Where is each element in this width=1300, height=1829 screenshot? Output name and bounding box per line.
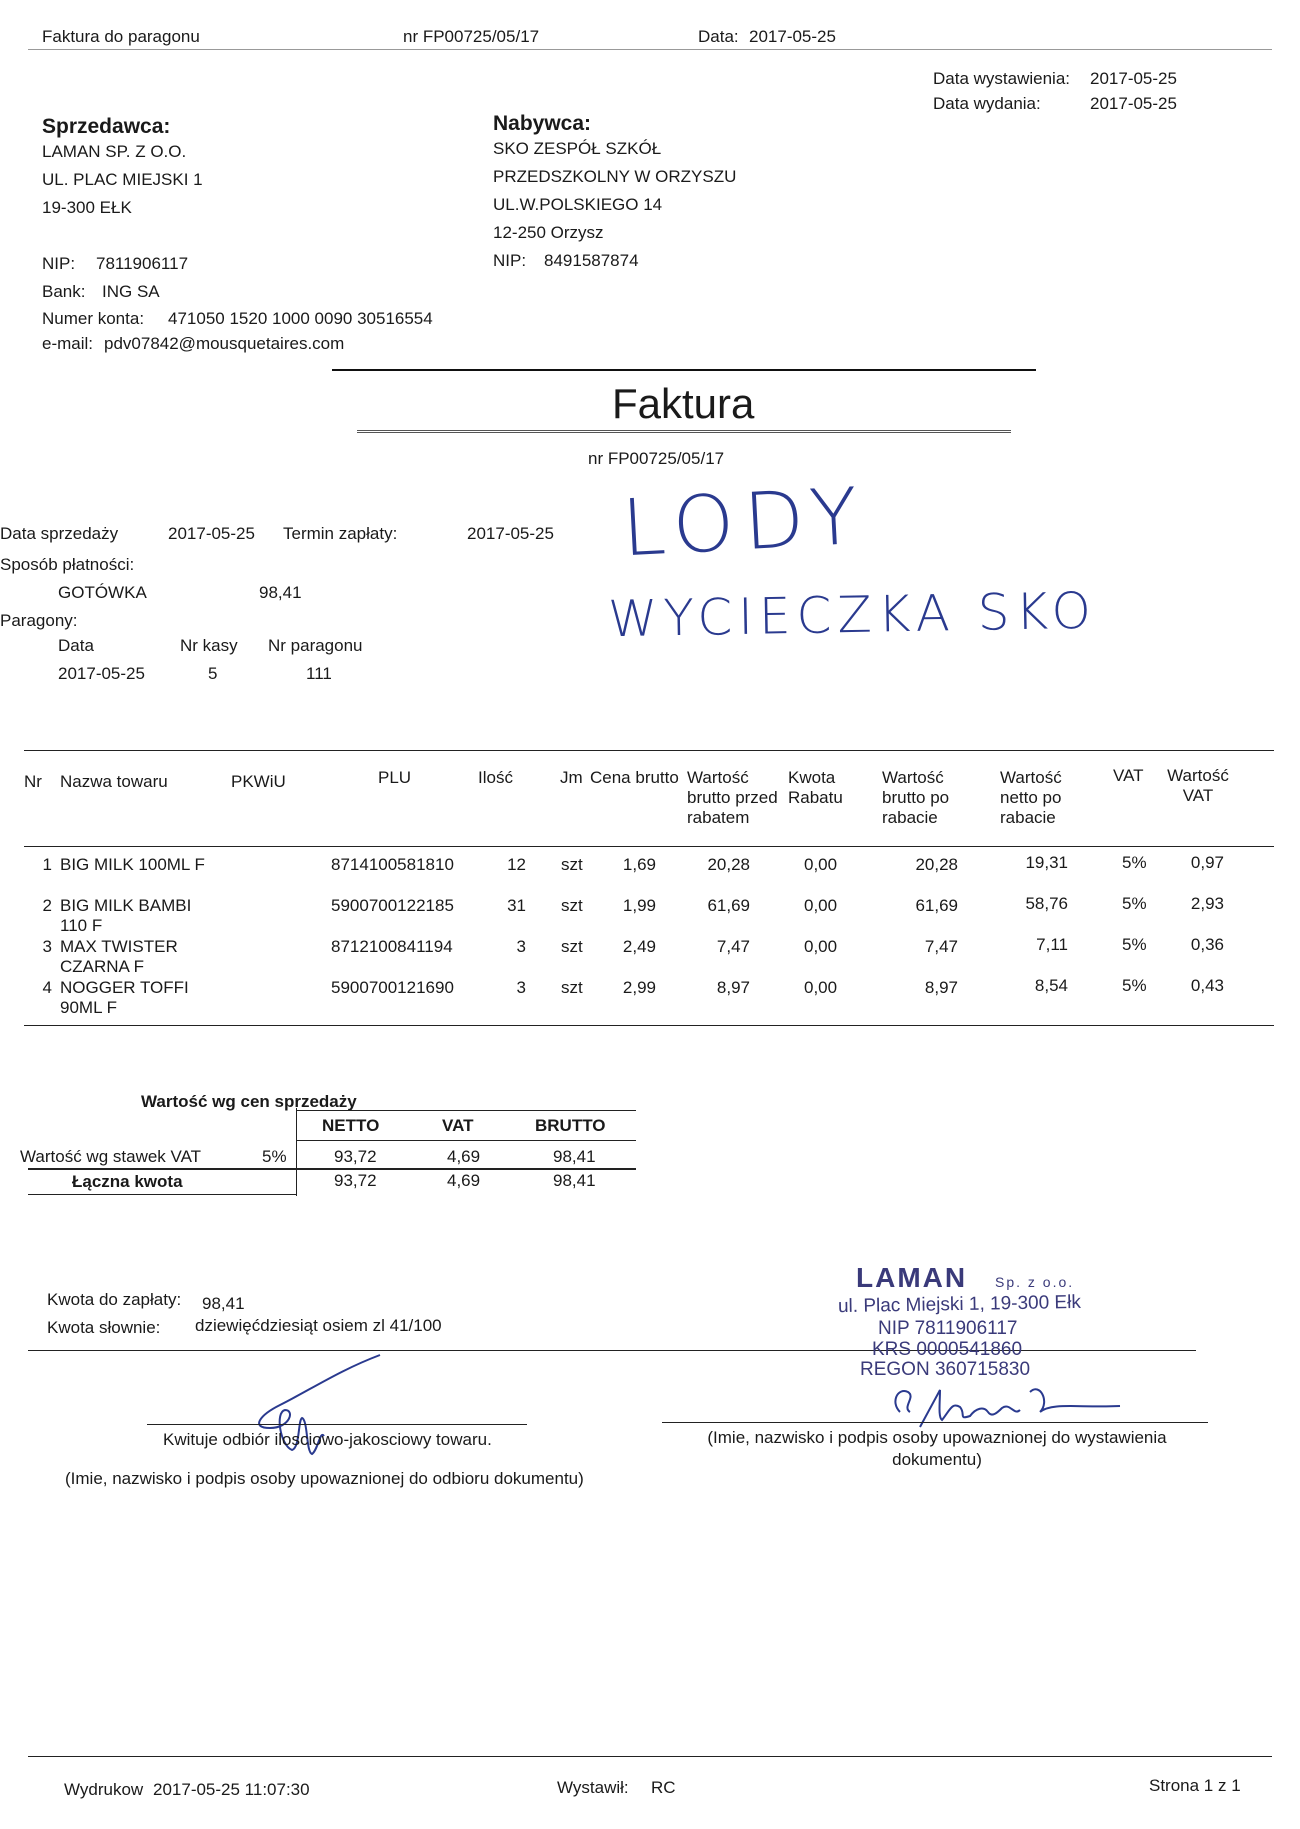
row-price: 2,49 [622,937,656,956]
header-date-label: Data: [698,27,739,46]
col-gross-before: Wartość brutto przed rabatem [687,768,778,827]
row-qty: 3 [516,978,526,997]
summary-total-label: Łączna kwota [72,1172,183,1191]
col-discount: Kwota Rabatu [788,768,843,807]
summary-mid-rule [28,1168,636,1170]
row-unit: szt [561,896,583,915]
row-discount: 0,00 [804,855,838,874]
row-price: 1,99 [622,896,656,915]
row-vat: 5% [1122,894,1147,913]
invoice-title: Faktura [612,380,755,427]
amount-words-value: dziewięćdziesiąt osiem zl 41/100 [195,1316,442,1335]
row-gross-before: 8,97 [716,978,750,997]
col-plu: PLU [378,768,412,787]
row-vat: 5% [1122,976,1147,995]
receipts-cell: 2017-05-25 [58,664,145,683]
row-plu: 5900700122185 [331,896,454,915]
row-vat-value: 0,36 [1190,935,1224,954]
row-nr: 1 [42,855,52,874]
receipts-header: Nr paragonu [268,636,363,655]
summary-bottom-rule [28,1194,296,1195]
row-discount: 0,00 [804,978,838,997]
stamp-regon: REGON 360715830 [860,1359,1031,1380]
seller-account-label: Numer konta: [42,309,145,328]
col-gross-after: Wartość brutto po rabacie [882,768,950,827]
payment-method: GOTÓWKA [58,583,147,602]
handwritten-note-line2: WYCIECZKA SKO [607,581,1098,649]
row-plu: 8714100581810 [331,855,454,874]
title-top-rule [332,369,1036,371]
row-vat-value: 2,93 [1190,894,1224,913]
buyer-heading: Nabywca: [493,112,592,135]
stamp-krs: KRS 0000541860 [872,1339,1023,1360]
seller-bank-label: Bank: [42,282,86,301]
row-gross-before: 7,47 [716,937,750,956]
buyer-nip-value: 8491587874 [544,251,639,270]
receiver-caption: Kwituje odbiór ilosciowo-jakosciowy towaru. [163,1430,492,1449]
delivery-date-value: 2017-05-25 [1090,94,1177,113]
row-gross-before: 20,28 [707,855,750,874]
receipts-cell: 5 [208,664,218,683]
doc-number: nr FP00725/05/17 [403,27,540,46]
col-price: Cena brutto [590,768,679,787]
handwritten-note-line1: LODY [619,471,870,575]
due-value: 2017-05-25 [467,524,554,543]
sale-date-label: Data sprzedaży [0,524,119,543]
summary-total-gross: 98,41 [553,1171,596,1190]
amount-due-value: 98,41 [202,1294,245,1313]
row-discount: 0,00 [804,937,838,956]
footer-rule [28,1756,1272,1757]
row-net-after: 19,31 [1025,853,1068,872]
stamp-address: ul. Plac Miejski 1, 19-300 Ełk [837,1291,1082,1318]
col-unit: Jm [560,768,583,787]
summary-header-rule [296,1140,636,1141]
summary-rate-gross: 98,41 [553,1147,596,1166]
row-vat: 5% [1122,935,1147,954]
summary-rate-net: 93,72 [334,1147,377,1166]
buyer-line: UL.W.POLSKIEGO 14 [493,195,663,214]
receiver-sign-rule [147,1424,527,1425]
summary-col-net: NETTO [322,1116,380,1135]
row-qty: 31 [507,896,526,915]
row-name: BIG MILK BAMBI 110 F [60,896,192,935]
col-name: Nazwa towaru [60,772,168,791]
stamp-nip: NIP 7811906117 [878,1318,1018,1339]
buyer-line: 12-250 Orzysz [493,223,604,242]
table-header-rule [24,846,1274,847]
title-bottom-rule [357,430,1011,433]
printed-value: 2017-05-25 11:07:30 [153,1780,310,1799]
due-label: Termin zapłaty: [283,524,398,543]
stamp-company: LAMAN [856,1262,968,1293]
col-nr: Nr [24,772,42,791]
row-price: 2,99 [622,978,656,997]
row-nr: 2 [42,896,52,915]
issuer-sign-rule [662,1422,1208,1423]
row-name: MAX TWISTER CZARNA F [60,937,178,976]
table-bottom-rule [24,1025,1274,1026]
stamp-suffix: Sp. z o.o. [995,1274,1075,1290]
row-nr: 3 [42,937,52,956]
summary-col-gross: BRUTTO [535,1116,606,1135]
issued-by-value: RC [651,1778,676,1797]
payment-amount: 98,41 [259,583,302,602]
col-net-after: Wartość netto po rabacie [1000,768,1062,827]
seller-nip-label: NIP: [42,254,76,273]
amount-due-label: Kwota do zapłaty: [47,1290,182,1309]
payment-label: Sposób płatności: [0,555,135,574]
summary-rate-vat: 4,69 [447,1147,481,1166]
row-net-after: 8,54 [1034,976,1068,995]
buyer-line: SKO ZESPÓŁ SZKÓŁ [493,139,662,158]
row-gross-after: 61,69 [915,896,958,915]
col-vat: VAT [1113,766,1144,785]
doc-type: Faktura do paragonu [42,27,200,46]
seller-heading: Sprzedawca: [42,115,171,138]
seller-account-value: 471050 1520 1000 0090 30516554 [168,309,433,328]
row-gross-after: 8,97 [924,978,958,997]
receipts-label: Paragony: [0,611,78,630]
row-gross-after: 7,47 [924,937,958,956]
summary-divider [296,1108,297,1196]
seller-line: UL. PLAC MIEJSKI 1 [42,170,203,189]
row-name: NOGGER TOFFI 90ML F [60,978,189,1017]
delivery-date-label: Data wydania: [933,94,1041,113]
row-unit: szt [561,937,583,956]
title-number: nr FP00725/05/17 [588,449,725,468]
row-gross-after: 20,28 [915,855,958,874]
col-pkwiu: PKWiU [231,772,286,791]
row-plu: 8712100841194 [331,937,453,956]
row-vat-value: 0,97 [1190,853,1224,872]
receipts-header: Data [58,636,94,655]
summary-col-vat: VAT [442,1116,474,1135]
issue-date-label: Data wystawienia: [933,69,1071,88]
receipts-header: Nr kasy [180,636,238,655]
summary-total-vat: 4,69 [447,1171,481,1190]
row-unit: szt [561,978,583,997]
row-net-after: 7,11 [1036,935,1068,954]
issued-by-label: Wystawił: [557,1778,629,1797]
seller-email-label: e-mail: [42,334,94,353]
row-vat-value: 0,43 [1190,976,1224,995]
table-top-rule [24,750,1274,751]
seller-bank-value: ING SA [102,282,160,301]
summary-rate: 5% [262,1147,287,1166]
row-vat: 5% [1122,853,1147,872]
issuer-caption: (Imie, nazwisko i podpis osoby upowaznionej do wystawienia dokumentu) [707,1428,1167,1469]
header-date-value: 2017-05-25 [749,27,836,46]
row-unit: szt [561,855,583,874]
row-qty: 12 [507,855,526,874]
summary-total-net: 93,72 [334,1171,377,1190]
receipts-cell: 111 [306,664,332,683]
receiver-caption-2: (Imie, nazwisko i podpis osoby upowaznionej do odbioru dokumentu) [65,1469,584,1488]
row-net-after: 58,76 [1025,894,1068,913]
row-name: BIG MILK 100ML F [60,855,205,874]
row-price: 1,69 [622,855,656,874]
summary-title: Wartość wg cen sprzedaży [141,1092,357,1111]
col-qty: Ilość [478,768,513,787]
row-nr: 4 [42,978,52,997]
printed-label: Wydrukow [64,1780,144,1799]
buyer-line: PRZEDSZKOLNY W ORZYSZU [493,167,737,186]
summary-top-rule [296,1110,636,1111]
seller-email-value: pdv07842@mousquetaires.com [104,334,345,353]
issuer-signature-icon [880,1372,1140,1432]
summary-rate-label: Wartość wg stawek VAT [20,1147,202,1166]
header-rule [28,49,1272,50]
issue-date-value: 2017-05-25 [1090,69,1177,88]
row-discount: 0,00 [804,896,838,915]
row-qty: 3 [516,937,526,956]
page-number: Strona 1 z 1 [1149,1776,1241,1795]
seller-nip-value: 7811906117 [96,254,189,273]
amount-words-label: Kwota słownie: [47,1318,161,1337]
seller-line: LAMAN SP. Z O.O. [42,142,187,161]
seller-line: 19-300 EŁK [42,198,132,217]
buyer-nip-label: NIP: [493,251,527,270]
row-gross-before: 61,69 [707,896,750,915]
row-plu: 5900700121690 [331,978,454,997]
col-vat-value: Wartość VAT [1167,766,1229,805]
sale-date-value: 2017-05-25 [168,524,255,543]
